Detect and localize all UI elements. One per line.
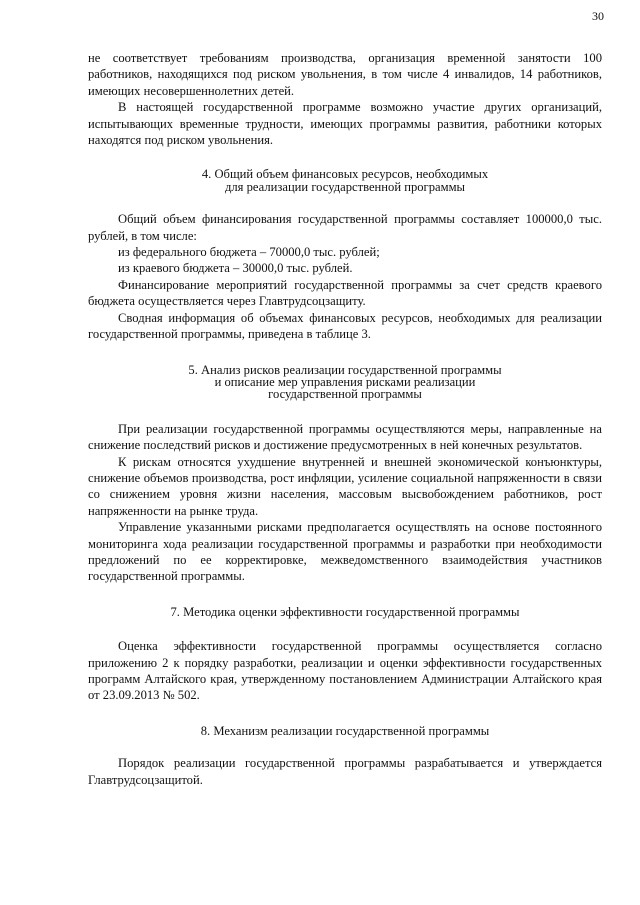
section-4-heading <box>88 168 602 193</box>
paragraph: При реализации государственной программы осуществляются меры, направленные на снижение последствий рисков и достижение предусмотренных в ней конечных результатов. <box>88 421 602 453</box>
paragraph: Оценка эффективности государственной программы осуществляется согласно приложению 2 к порядку разработки, реализации и оценки эффективности государственных программ Алтайского края, утвержденному постановлением Администрации Алтайского края от 23.09.2013 № 502. <box>88 639 602 703</box>
heading-line: и описание мер управления рисками реализации <box>214 374 476 389</box>
heading-line: 4. Общий объем финансовых ресурсов, необходимых <box>201 167 489 182</box>
section-7-heading: 7. Методика оценки эффективности государственной программы <box>170 604 520 619</box>
list-item: из краевого бюджета – 30000,0 тыс. рублей. <box>118 261 353 276</box>
paragraph: К рискам относятся ухудшение внутренней и внешней экономической конъюнктуры, снижение объемов производства, рост инфляции, усиление социальной напряженности в связи со снижением уровня жизни населения, массовым высвобождением работников, рост напряженности на рынке труда. <box>88 454 602 518</box>
heading-line: 5. Анализ рисков реализации государственной программы <box>188 362 502 377</box>
paragraph: не соответствует требованиям производства, организация временной занятости 100 работников, находящихся под риском увольнения, в том числе 4 инвалидов, 14 работников, имеющих несовершеннолетних детей. <box>88 51 602 98</box>
page-number: 30 <box>592 9 604 23</box>
page-content <box>88 50 602 788</box>
list-item: из федерального бюджета – 70000,0 тыс. рублей; <box>118 245 380 260</box>
paragraph: Финансирование мероприятий государственной программы за счет средств краевого бюджета осуществляется через Главтрудсоцзащиту. <box>88 277 602 309</box>
paragraph: Сводная информация об объемах финансовых ресурсов, необходимых для реализации государственной программы, приведена в таблице 3. <box>88 310 602 342</box>
section-8-heading: 8. Механизм реализации государственной программы <box>200 723 490 738</box>
heading-line: для реализации государственной программы <box>224 179 466 194</box>
paragraph: В настоящей государственной программе возможно участие других организаций, испытывающих временные трудности, имеющих программы развития, работники которых находятся под риском увольнения. <box>88 100 602 148</box>
paragraph: Порядок реализации государственной программы разрабатывается и утверждается Главтрудсоцзащитой. <box>88 756 602 787</box>
paragraph: Общий объем финансирования государственной программы составляет 100000,0 тыс. рублей, в том числе: <box>88 212 602 243</box>
heading-line: государственной программы <box>268 387 422 402</box>
paragraph: Управление указанными рисками предполагается осуществлять на основе постоянного мониторинга хода реализации государственной программы и разработки при необходимости предложений по ее корректировке, межведомственного взаимодействия участников государственной программы. <box>88 520 602 584</box>
section-5-heading <box>88 364 602 401</box>
